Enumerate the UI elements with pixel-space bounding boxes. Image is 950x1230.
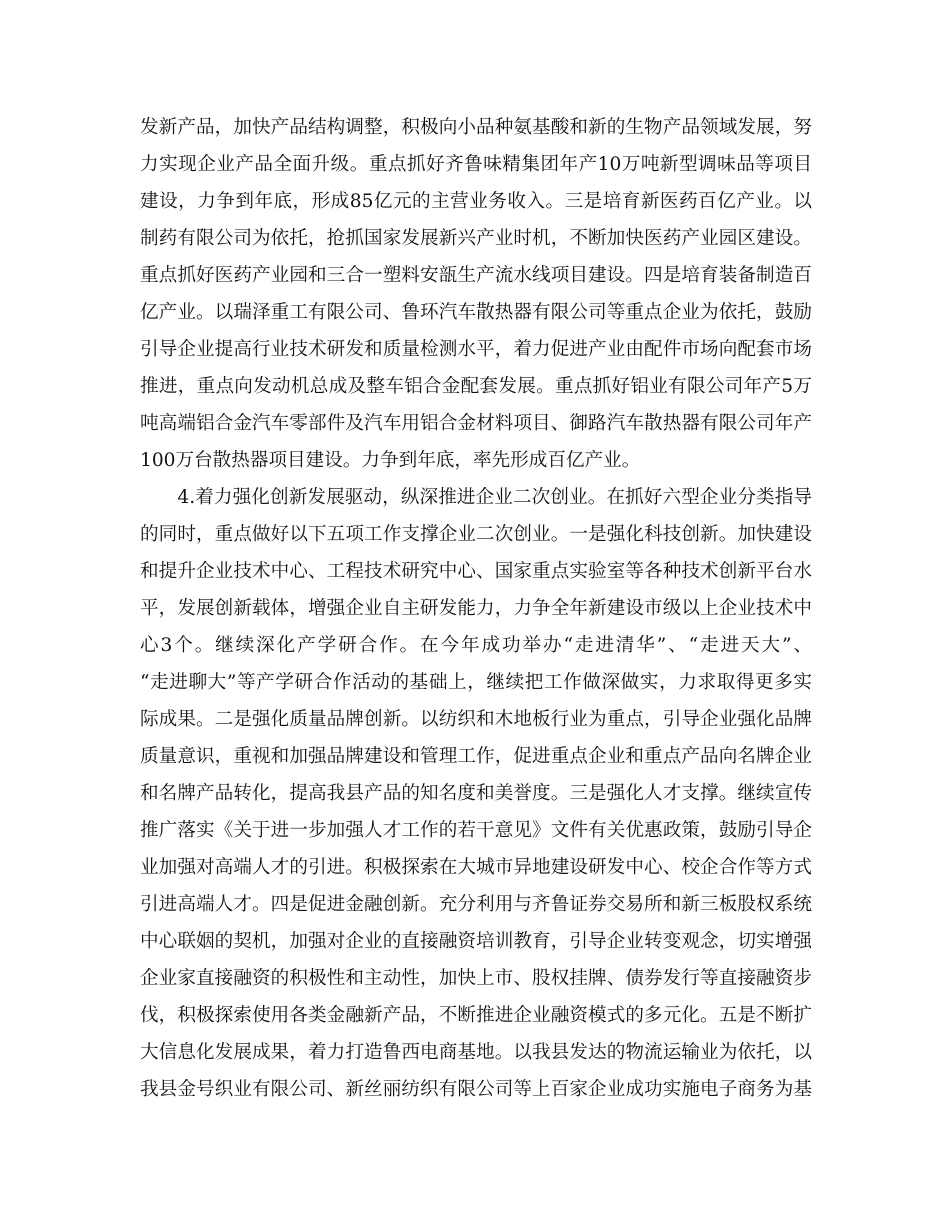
text-line: 发新产品，加快产品结构调整，积极向小品种氨基酸和新的生物产品领域发展，努: [140, 117, 812, 138]
text-line: “走进聊大”等产学研合作活动的基础上，继续把工作做深做实，力求取得更多实: [140, 672, 812, 693]
text-line: 4.着力强化创新发展驱动，纵深推进企业二次创业。在抓好六型企业分类指导: [140, 487, 812, 508]
text-line: 和提升企业技术中心、工程技术研究中心、国家重点实验室等各种技术创新平台水: [140, 561, 812, 582]
text-line: 引导企业提高行业技术研发和质量检测水平，着力促进产业由配件市场向配套市场: [140, 339, 812, 360]
text-line: 亿产业。以瑞泽重工有限公司、鲁环汽车散热器有限公司等重点企业为依托，鼓励: [140, 302, 812, 323]
text-line: 吨高端铝合金汽车零部件及汽车用铝合金材料项目、御路汽车散热器有限公司年产: [140, 413, 812, 434]
text-line: 平，发展创新载体，增强企业自主研发能力，力争全年新建设市级以上企业技术中: [140, 598, 812, 619]
text-line: 的同时，重点做好以下五项工作支撑企业二次创业。一是强化科技创新。加快建设: [140, 524, 812, 545]
text-line: 建设，力争到年底，形成85亿元的主营业务收入。三是培育新医药百亿产业。以: [140, 191, 812, 212]
text-line: 力实现企业产品全面升级。重点抓好齐鲁味精集团年产10万吨新型调味品等项目: [140, 154, 812, 175]
text-line: 企业家直接融资的积极性和主动性，加快上市、股权挂牌、债券发行等直接融资步: [140, 968, 812, 989]
text-line: 推广落实《关于进一步加强人才工作的若干意见》文件有关优惠政策，鼓励引导企: [140, 820, 812, 841]
text-line: 和名牌产品转化，提高我县产品的知名度和美誉度。三是强化人才支撑。继续宣传: [140, 783, 812, 804]
text-line: 我县金号织业有限公司、新丝丽纺织有限公司等上百家企业成功实施电子商务为基: [140, 1079, 812, 1100]
text-line: 重点抓好医药产业园和三合一塑料安瓿生产流水线项目建设。四是培育装备制造百: [140, 265, 812, 286]
text-line: 100万台散热器项目建设。力争到年底，率先形成百亿产业。: [140, 450, 641, 471]
text-line: 大信息化发展成果，着力打造鲁西电商基地。以我县发达的物流运输业为依托，以: [140, 1042, 812, 1063]
text-line: 际成果。二是强化质量品牌创新。以纺织和木地板行业为重点，引导企业强化品牌: [140, 709, 812, 730]
text-line: 引进高端人才。四是促进金融创新。充分利用与齐鲁证券交易所和新三板股权系统: [140, 894, 812, 915]
text-line: 心3个。继续深化产学研合作。在今年成功举办“走进清华”、“走进天大”、: [140, 635, 812, 656]
text-line: 制药有限公司为依托，抢抓国家发展新兴产业时机，不断加快医药产业园区建设。: [140, 228, 812, 249]
text-line: 业加强对高端人才的引进。积极探索在大城市异地建设研发中心、校企合作等方式: [140, 857, 812, 878]
text-line: 中心联姻的契机，加强对企业的直接融资培训教育，引导企业转变观念，切实增强: [140, 931, 812, 952]
text-line: 质量意识，重视和加强品牌建设和管理工作，促进重点企业和重点产品向名牌企业: [140, 746, 812, 767]
text-line: 伐，积极探索使用各类金融新产品，不断推进企业融资模式的多元化。五是不断扩: [140, 1005, 812, 1026]
text-line: 推进，重点向发动机总成及整车铝合金配套发展。重点抓好铝业有限公司年产5万: [140, 376, 812, 397]
